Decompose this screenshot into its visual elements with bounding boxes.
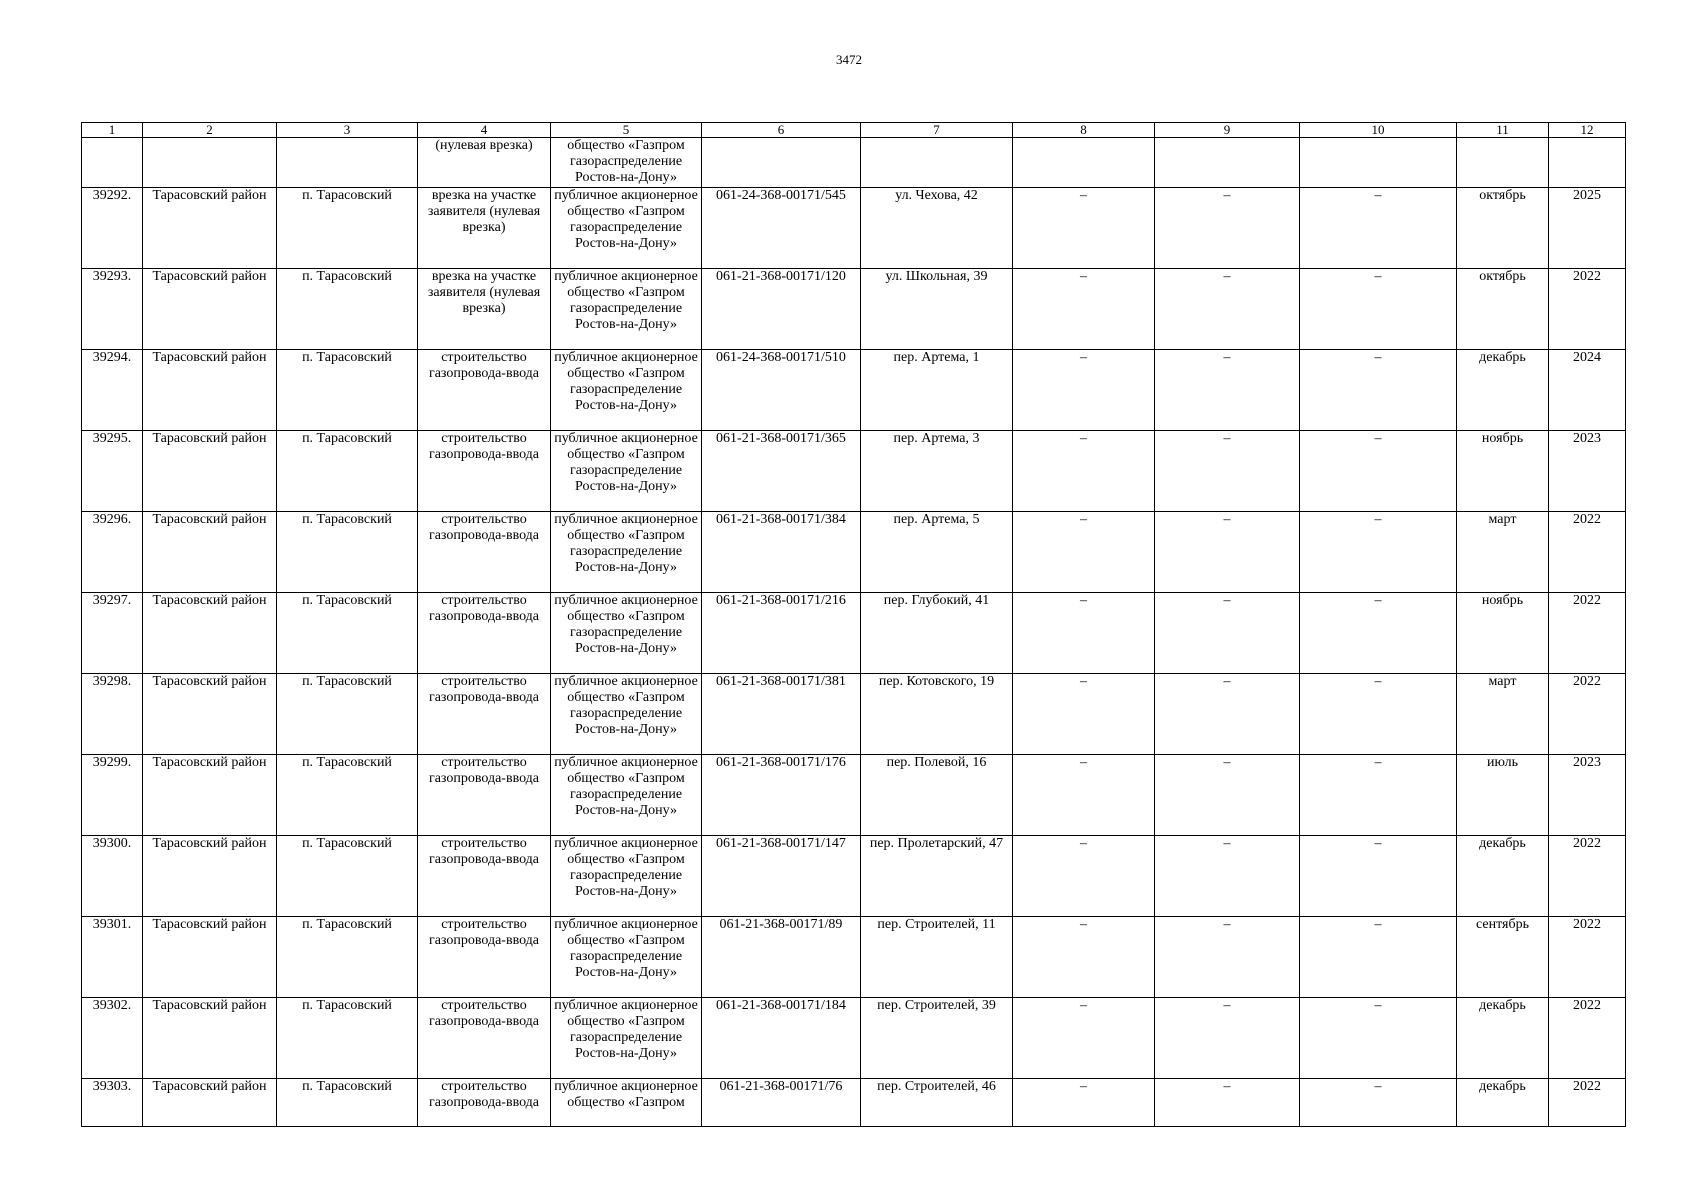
year-cell: 2024 [1549, 349, 1626, 430]
table-cell: – [1300, 916, 1457, 997]
address-cell: пер. Полевой, 16 [861, 754, 1013, 835]
month-cell: ноябрь [1457, 592, 1549, 673]
work-type-cell: врезка на участке заявителя (нулевая врезка) [418, 268, 551, 349]
table-cell [143, 138, 277, 188]
organization-cell: публичное акционерное общество «Газпром газораспределение Ростов-на-Дону» [551, 997, 702, 1078]
table-cell: – [1013, 916, 1155, 997]
address-cell: пер. Строителей, 11 [861, 916, 1013, 997]
table-cell: – [1013, 349, 1155, 430]
work-type-cell: строительство газопровода-ввода [418, 754, 551, 835]
work-type-cell: строительство газопровода-ввода [418, 835, 551, 916]
settlement-cell: п. Тарасовский [277, 187, 418, 268]
table-row [82, 997, 1626, 1078]
table-cell: – [1013, 187, 1155, 268]
month-cell: декабрь [1457, 835, 1549, 916]
year-cell: 2022 [1549, 997, 1626, 1078]
address-cell: ул. Чехова, 42 [861, 187, 1013, 268]
table-cell: – [1300, 1078, 1457, 1126]
table-cell: – [1300, 754, 1457, 835]
district-cell: Тарасовский район [143, 349, 277, 430]
table-cell: – [1300, 430, 1457, 511]
column-header: 1 [82, 123, 143, 138]
address-cell: пер. Артема, 5 [861, 511, 1013, 592]
code-cell: 061-21-368-00171/89 [702, 916, 861, 997]
code-cell: 061-21-368-00171/384 [702, 511, 861, 592]
year-cell: 2025 [1549, 187, 1626, 268]
work-type-cell: строительство газопровода-ввода [418, 1078, 551, 1126]
organization-cell: публичное акционерное общество «Газпром газораспределение Ростов-на-Дону» [551, 673, 702, 754]
organization-cell: публичное акционерное общество «Газпром газораспределение Ростов-на-Дону» [551, 187, 702, 268]
column-header: 3 [277, 123, 418, 138]
continuation-row [82, 138, 1626, 188]
year-cell: 2022 [1549, 1078, 1626, 1126]
page-number: 3472 [836, 52, 862, 67]
organization-cell: публичное акционерное общество «Газпром газораспределение Ростов-на-Дону» [551, 511, 702, 592]
table-cell: – [1013, 754, 1155, 835]
work-type-cell: строительство газопровода-ввода [418, 349, 551, 430]
work-type-cell: строительство газопровода-ввода [418, 592, 551, 673]
column-number-row [82, 123, 1626, 138]
table-cell: – [1300, 592, 1457, 673]
month-cell: декабрь [1457, 1078, 1549, 1126]
year-cell: 2022 [1549, 592, 1626, 673]
table-cell [82, 138, 143, 188]
table-row [82, 187, 1626, 268]
table-row [82, 430, 1626, 511]
address-cell: пер. Артема, 3 [861, 430, 1013, 511]
month-cell: октябрь [1457, 268, 1549, 349]
table-cell: – [1300, 187, 1457, 268]
table-cell: общество «Газпром газораспределение Ростов-на-Дону» [551, 138, 702, 188]
month-cell: ноябрь [1457, 430, 1549, 511]
settlement-cell: п. Тарасовский [277, 349, 418, 430]
organization-cell: публичное акционерное общество «Газпром газораспределение Ростов-на-Дону» [551, 592, 702, 673]
address-cell: пер. Строителей, 46 [861, 1078, 1013, 1126]
work-type-cell: строительство газопровода-ввода [418, 997, 551, 1078]
column-header: 12 [1549, 123, 1626, 138]
organization-cell: публичное акционерное общество «Газпром газораспределение Ростов-на-Дону» [551, 430, 702, 511]
row-number: 39294. [82, 349, 143, 430]
column-header: 10 [1300, 123, 1457, 138]
code-cell: 061-21-368-00171/381 [702, 673, 861, 754]
table-cell: – [1155, 916, 1300, 997]
table-cell: – [1013, 430, 1155, 511]
address-cell: пер. Пролетарский, 47 [861, 835, 1013, 916]
work-type-cell: строительство газопровода-ввода [418, 511, 551, 592]
organization-cell: публичное акционерное общество «Газпром газораспределение Ростов-на-Дону» [551, 835, 702, 916]
settlement-cell: п. Тарасовский [277, 754, 418, 835]
row-number: 39298. [82, 673, 143, 754]
table-cell: – [1013, 268, 1155, 349]
year-cell: 2022 [1549, 511, 1626, 592]
month-cell: декабрь [1457, 997, 1549, 1078]
table-cell: – [1155, 592, 1300, 673]
settlement-cell: п. Тарасовский [277, 1078, 418, 1126]
organization-cell: публичное акционерное общество «Газпром газораспределение Ростов-на-Дону» [551, 349, 702, 430]
address-cell: ул. Школьная, 39 [861, 268, 1013, 349]
table-row [82, 349, 1626, 430]
column-header: 8 [1013, 123, 1155, 138]
year-cell: 2023 [1549, 754, 1626, 835]
settlement-cell: п. Тарасовский [277, 673, 418, 754]
year-cell: 2022 [1549, 835, 1626, 916]
column-header: 4 [418, 123, 551, 138]
row-number: 39303. [82, 1078, 143, 1126]
row-number: 39295. [82, 430, 143, 511]
table-cell: – [1155, 835, 1300, 916]
district-cell: Тарасовский район [143, 187, 277, 268]
row-number: 39293. [82, 268, 143, 349]
district-cell: Тарасовский район [143, 916, 277, 997]
column-header: 11 [1457, 123, 1549, 138]
table-cell: – [1155, 268, 1300, 349]
month-cell: март [1457, 511, 1549, 592]
table-cell: – [1300, 673, 1457, 754]
table-cell: – [1155, 754, 1300, 835]
district-cell: Тарасовский район [143, 430, 277, 511]
district-cell: Тарасовский район [143, 268, 277, 349]
district-cell: Тарасовский район [143, 754, 277, 835]
row-number: 39299. [82, 754, 143, 835]
district-cell: Тарасовский район [143, 673, 277, 754]
row-number: 39302. [82, 997, 143, 1078]
row-number: 39300. [82, 835, 143, 916]
table-cell: – [1013, 1078, 1155, 1126]
organization-cell: публичное акционерное общество «Газпром газораспределение Ростов-на-Дону» [551, 916, 702, 997]
table-cell: – [1155, 349, 1300, 430]
code-cell: 061-21-368-00171/216 [702, 592, 861, 673]
code-cell: 061-21-368-00171/176 [702, 754, 861, 835]
work-type-cell: строительство газопровода-ввода [418, 430, 551, 511]
table-cell: – [1155, 673, 1300, 754]
table-cell [702, 138, 861, 188]
settlement-cell: п. Тарасовский [277, 997, 418, 1078]
table-cell: – [1155, 1078, 1300, 1126]
organization-cell: публичное акционерное общество «Газпром газораспределение Ростов-на-Дону» [551, 268, 702, 349]
table-row [82, 1078, 1626, 1126]
table-cell: – [1300, 835, 1457, 916]
district-cell: Тарасовский район [143, 511, 277, 592]
code-cell: 061-24-368-00171/510 [702, 349, 861, 430]
column-header: 2 [143, 123, 277, 138]
table-cell: (нулевая врезка) [418, 138, 551, 188]
table-row [82, 916, 1626, 997]
table-cell [1457, 138, 1549, 188]
table-cell: – [1013, 673, 1155, 754]
row-number: 39292. [82, 187, 143, 268]
code-cell: 061-24-368-00171/545 [702, 187, 861, 268]
code-cell: 061-21-368-00171/147 [702, 835, 861, 916]
table-cell: – [1300, 349, 1457, 430]
table-cell: – [1155, 187, 1300, 268]
code-cell: 061-21-368-00171/365 [702, 430, 861, 511]
year-cell: 2023 [1549, 430, 1626, 511]
column-header: 7 [861, 123, 1013, 138]
code-cell: 061-21-368-00171/184 [702, 997, 861, 1078]
code-cell: 061-21-368-00171/120 [702, 268, 861, 349]
table-cell: – [1155, 997, 1300, 1078]
settlement-cell: п. Тарасовский [277, 916, 418, 997]
settlement-cell: п. Тарасовский [277, 430, 418, 511]
year-cell: 2022 [1549, 916, 1626, 997]
district-cell: Тарасовский район [143, 835, 277, 916]
table-cell: – [1013, 592, 1155, 673]
table-cell: – [1300, 511, 1457, 592]
month-cell: декабрь [1457, 349, 1549, 430]
table-cell [861, 138, 1013, 188]
table-row [82, 592, 1626, 673]
district-cell: Тарасовский район [143, 1078, 277, 1126]
district-cell: Тарасовский район [143, 592, 277, 673]
register-table [81, 122, 1626, 1127]
table-cell: – [1155, 511, 1300, 592]
work-type-cell: строительство газопровода-ввода [418, 916, 551, 997]
table-cell: – [1155, 430, 1300, 511]
table-cell: – [1013, 835, 1155, 916]
month-cell: март [1457, 673, 1549, 754]
address-cell: пер. Строителей, 39 [861, 997, 1013, 1078]
table-row [82, 673, 1626, 754]
table-cell: – [1013, 511, 1155, 592]
address-cell: пер. Глубокий, 41 [861, 592, 1013, 673]
table-cell [1155, 138, 1300, 188]
address-cell: пер. Котовского, 19 [861, 673, 1013, 754]
column-header: 6 [702, 123, 861, 138]
organization-cell: публичное акционерное общество «Газпром газораспределение Ростов-на-Дону» [551, 754, 702, 835]
settlement-cell: п. Тарасовский [277, 592, 418, 673]
table-row [82, 835, 1626, 916]
table-cell [1300, 138, 1457, 188]
table-cell [277, 138, 418, 188]
organization-cell: публичное акционерное общество «Газпром [551, 1078, 702, 1126]
settlement-cell: п. Тарасовский [277, 511, 418, 592]
row-number: 39301. [82, 916, 143, 997]
work-type-cell: строительство газопровода-ввода [418, 673, 551, 754]
table-row [82, 754, 1626, 835]
month-cell: июль [1457, 754, 1549, 835]
district-cell: Тарасовский район [143, 997, 277, 1078]
year-cell: 2022 [1549, 673, 1626, 754]
settlement-cell: п. Тарасовский [277, 835, 418, 916]
address-cell: пер. Артема, 1 [861, 349, 1013, 430]
table-cell [1549, 138, 1626, 188]
table-cell [1013, 138, 1155, 188]
row-number: 39297. [82, 592, 143, 673]
table-cell: – [1300, 997, 1457, 1078]
column-header: 9 [1155, 123, 1300, 138]
work-type-cell: врезка на участке заявителя (нулевая врезка) [418, 187, 551, 268]
month-cell: сентябрь [1457, 916, 1549, 997]
table-row [82, 511, 1626, 592]
table-cell: – [1013, 997, 1155, 1078]
row-number: 39296. [82, 511, 143, 592]
column-header: 5 [551, 123, 702, 138]
year-cell: 2022 [1549, 268, 1626, 349]
month-cell: октябрь [1457, 187, 1549, 268]
table-cell: – [1300, 268, 1457, 349]
table-row [82, 268, 1626, 349]
code-cell: 061-21-368-00171/76 [702, 1078, 861, 1126]
settlement-cell: п. Тарасовский [277, 268, 418, 349]
